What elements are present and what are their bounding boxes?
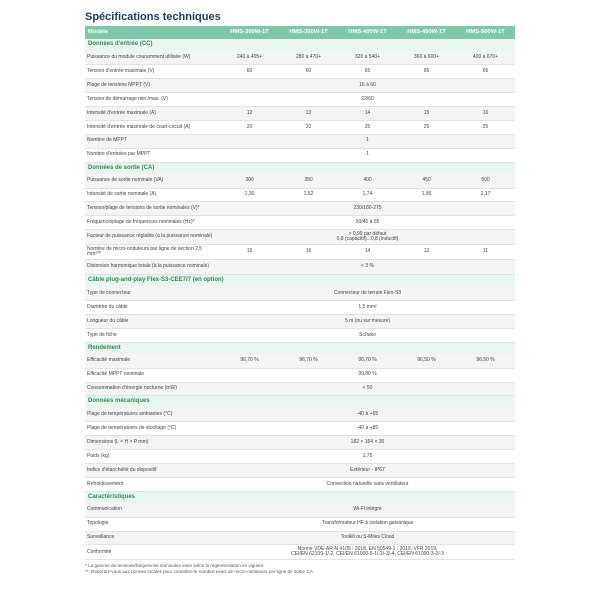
spec-value-merged: Wi-Fi intégré	[220, 503, 515, 517]
spec-label: Fréquence/plage de fréquences nominales (Hz)*	[85, 216, 220, 230]
footnote: **: Reportez-vous aux normes locales pour connaître le nombre exact de micro-onduleurs par ligne de sortie CA.	[85, 569, 315, 575]
spec-value-merged: Convection naturelle sans ventilateur	[220, 477, 515, 491]
spec-row	[85, 477, 515, 491]
spec-row	[85, 408, 515, 422]
spec-value: 96,50 %	[397, 354, 456, 368]
spec-label: Surveillance	[85, 531, 220, 545]
spec-value: 20	[220, 120, 279, 134]
spec-row	[85, 517, 515, 531]
spec-value: 240 à 405+	[220, 51, 279, 65]
spec-label: Plage de températures de stockage (°C)	[85, 422, 220, 436]
spec-row	[85, 65, 515, 79]
spec-value: 96,50 %	[456, 354, 515, 368]
spec-label: Diamètre du câble	[85, 301, 220, 315]
model-name: HMS-400W-1T	[338, 26, 397, 39]
spec-label: Efficacité MPPT nominale	[85, 368, 220, 382]
spec-value: 500	[456, 174, 515, 188]
spec-label: Topologie	[85, 517, 220, 531]
spec-value-merged: Extérieur - IP67	[220, 463, 515, 477]
spec-row	[85, 93, 515, 107]
spec-label: Intensité d'entrée maximale (A)	[85, 107, 220, 121]
spec-label: Tension d'entrée maximale (V)	[85, 65, 220, 79]
spec-row	[85, 148, 515, 162]
spec-row	[85, 436, 515, 450]
spec-value: 11	[456, 245, 515, 260]
spec-value: 350	[279, 174, 338, 188]
spec-value: 96,70 %	[338, 354, 397, 368]
spec-value: 280 à 470+	[279, 51, 338, 65]
spec-row	[85, 174, 515, 188]
footnotes	[85, 563, 515, 575]
spec-value: 12	[220, 107, 279, 121]
spec-value: 65	[338, 65, 397, 79]
spec-label: Poids (kg)	[85, 450, 220, 464]
spec-row	[85, 79, 515, 93]
spec-value-merged: Toolkit ou S-Miles Cloud	[220, 531, 515, 545]
spec-row	[85, 422, 515, 436]
spec-value: 20	[279, 120, 338, 134]
spec-label: Plage de températures ambiantes (°C)	[85, 408, 220, 422]
spec-value-merged: 182 × 164 × 30	[220, 436, 515, 450]
spec-value-merged: Norme VDE-AR-N 4105 : 2018, EN 50549-1 : 2019, VFR 2019, CEI/EN 62109-1/-2, CEI/EN 61000-6-1/-2/-3/-4, CEI/EN 61000-3-2/-3	[220, 545, 515, 560]
section-header	[85, 342, 515, 354]
spec-value: 14	[338, 107, 397, 121]
spec-value: 360 à 600+	[397, 51, 456, 65]
model-name: HMS-350W-1T	[279, 26, 338, 39]
spec-value-merged: 22/60	[220, 93, 515, 107]
spec-row	[85, 545, 515, 560]
model-name: HMS-500W-1T	[456, 26, 515, 39]
spec-value-merged: 16 à 60	[220, 79, 515, 93]
section-header	[85, 491, 515, 503]
spec-row	[85, 202, 515, 216]
section-title: Données d'entrée (CC)	[85, 39, 515, 51]
spec-label: Type de fiche	[85, 328, 220, 342]
spec-row	[85, 382, 515, 396]
spec-row	[85, 216, 515, 230]
spec-label: Puissance de sortie nominale (VA)	[85, 174, 220, 188]
section-header	[85, 39, 515, 51]
spec-value: 12	[397, 245, 456, 260]
spec-value-merged: 1,5 mm²	[220, 301, 515, 315]
spec-value-merged: < 3 %	[220, 260, 515, 275]
spec-value-merged: 1,75	[220, 450, 515, 464]
model-header-label: Modèle	[85, 26, 220, 39]
spec-label: Nombre de micro-onduleurs par ligne de section 2,5 mm²**	[85, 245, 220, 260]
spec-value: 1,96	[397, 188, 456, 202]
spec-value: 15	[397, 107, 456, 121]
spec-value-merged: 50/45 à 55	[220, 216, 515, 230]
spec-label: Communication	[85, 503, 220, 517]
spec-value-merged: 1	[220, 148, 515, 162]
spec-value-merged: 230/180-275	[220, 202, 515, 216]
spec-label: Dimensions (L × H × P mm)	[85, 436, 220, 450]
spec-value-merged: > 0,99 par défaut 0,8 (capacitif)...0,8 (inductif)	[220, 230, 515, 245]
spec-label: Distorsion harmonique totale (à la puissance nominale)	[85, 260, 220, 275]
spec-row	[85, 120, 515, 134]
spec-value: 400 à 670+	[456, 51, 515, 65]
spec-value: 1,30	[220, 188, 279, 202]
spec-row	[85, 503, 515, 517]
spec-value: 320 à 540+	[338, 51, 397, 65]
spec-value-merged: Transformateur HF à isolation galvanique	[220, 517, 515, 531]
spec-value: 25	[456, 120, 515, 134]
spec-row	[85, 230, 515, 245]
spec-value-merged: -40 à +65	[220, 408, 515, 422]
spec-value: 2,17	[456, 188, 515, 202]
page-title: Spécifications techniques	[85, 11, 221, 23]
spec-value: 65	[397, 65, 456, 79]
section-title: Données de sortie (CA)	[85, 162, 515, 174]
spec-label: Refroidissement	[85, 477, 220, 491]
spec-value: 96,70 %	[279, 354, 338, 368]
spec-value: 25	[338, 120, 397, 134]
spec-value-merged: < 50	[220, 382, 515, 396]
spec-row	[85, 314, 515, 328]
spec-row	[85, 531, 515, 545]
spec-value: 65	[456, 65, 515, 79]
spec-value: 450	[397, 174, 456, 188]
spec-value: 400	[338, 174, 397, 188]
spec-value: 16	[279, 245, 338, 260]
spec-value: 1,74	[338, 188, 397, 202]
section-header	[85, 396, 515, 408]
spec-row	[85, 463, 515, 477]
spec-label: Tension de démarrage min./max. (V)	[85, 93, 220, 107]
spec-value: 96,70 %	[220, 354, 279, 368]
spec-row	[85, 354, 515, 368]
spec-label: Intensité d'entrée maximale de court-circuit (A)	[85, 120, 220, 134]
footnote: * La gamme de tensions/fréquences nominales varie selon la réglementation en vigueur.	[85, 563, 265, 569]
spec-value: 1,52	[279, 188, 338, 202]
spec-label: Efficacité maximale	[85, 354, 220, 368]
spec-label: Longueur du câble	[85, 314, 220, 328]
section-header	[85, 275, 515, 287]
spec-row	[85, 368, 515, 382]
spec-value: 13	[279, 107, 338, 121]
spec-row	[85, 450, 515, 464]
section-title: Caractéristiques	[85, 491, 515, 503]
spec-label: Puissance du module couramment utilisée (W)	[85, 51, 220, 65]
spec-body	[85, 39, 515, 560]
spec-value: 60	[279, 65, 338, 79]
spec-value-merged: 1	[220, 134, 515, 148]
spec-value-merged: 99,80 %	[220, 368, 515, 382]
section-title: Câble plug-and-play Flex-S3-CEE7/7 (en option)	[85, 275, 515, 287]
spec-row	[85, 245, 515, 260]
spec-row	[85, 301, 515, 315]
spec-label: Nombre d'entrées par MPPT	[85, 148, 220, 162]
spec-value: 300	[220, 174, 279, 188]
spec-value: 14	[338, 245, 397, 260]
section-header	[85, 162, 515, 174]
spec-row	[85, 328, 515, 342]
spec-value: 60	[220, 65, 279, 79]
spec-label: Intensité de sortie nominale (A)	[85, 188, 220, 202]
spec-value-merged: -40 à +85	[220, 422, 515, 436]
spec-label: Conformité	[85, 545, 220, 560]
spec-row	[85, 260, 515, 275]
spec-label: Indice d'étanchéité du dispositif	[85, 463, 220, 477]
spec-value: 19	[220, 245, 279, 260]
spec-table	[85, 26, 515, 560]
spec-label: Facteur de puissance réglable (à la puissance nominale)	[85, 230, 220, 245]
spec-sheet	[85, 8, 515, 575]
spec-value-merged: Connecteur de terrain Flex-S3	[220, 287, 515, 301]
model-name: HMS-450W-1T	[397, 26, 456, 39]
spec-row	[85, 188, 515, 202]
spec-label: Tension/plage de tensions de sortie nominales (V)*	[85, 202, 220, 216]
spec-value-merged: 5 m (ou sur mesure)	[220, 314, 515, 328]
spec-row	[85, 107, 515, 121]
spec-row	[85, 134, 515, 148]
model-name: HMS-300W-1T	[220, 26, 279, 39]
spec-row	[85, 287, 515, 301]
spec-label: Nombre de MPPT	[85, 134, 220, 148]
spec-row	[85, 51, 515, 65]
spec-label: Plage de tensions MPPT (V)	[85, 79, 220, 93]
section-title: Données mécaniques	[85, 396, 515, 408]
spec-label: Consommation d'énergie nocturne (mW)	[85, 382, 220, 396]
model-header-row	[85, 26, 515, 39]
section-title: Rendement	[85, 342, 515, 354]
spec-label: Type de connecteur	[85, 287, 220, 301]
spec-value-merged: Schuko	[220, 328, 515, 342]
spec-value: 25	[397, 120, 456, 134]
spec-value: 16	[456, 107, 515, 121]
